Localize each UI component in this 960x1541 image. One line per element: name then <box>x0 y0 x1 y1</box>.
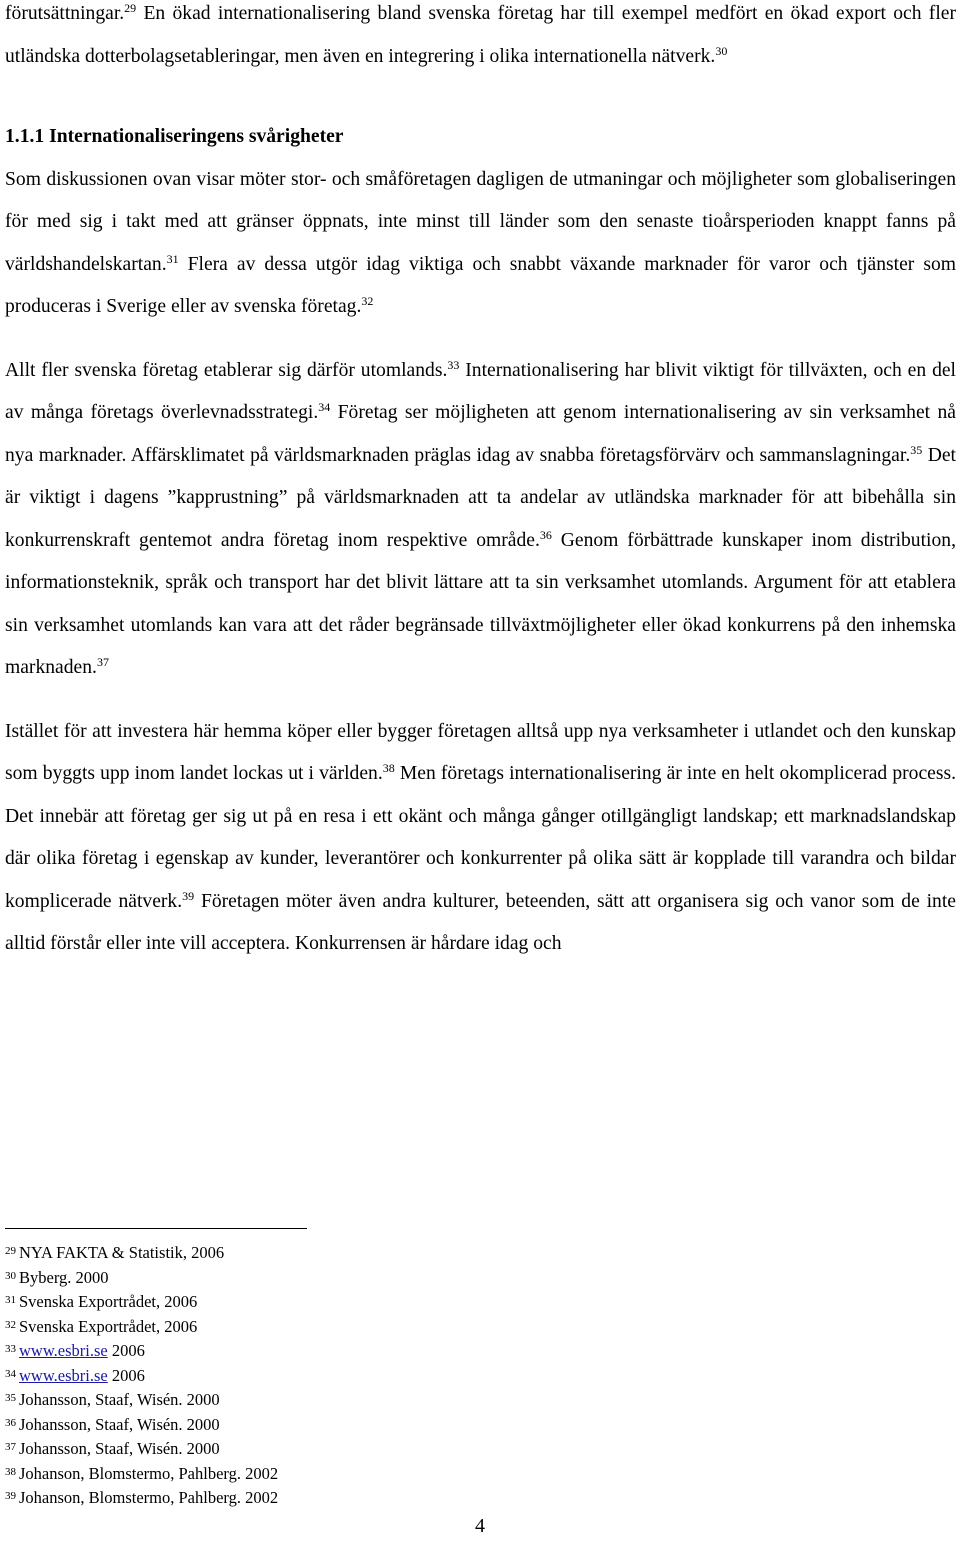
footnote-ref: 32 <box>361 293 374 308</box>
paragraph-text: Istället för att investera här hemma köper eller bygger företagen alltså upp nya verksamheter i utlandet och den kunskap som byggts upp inom landet lockas ut i världen. <box>5 720 956 784</box>
paragraph-text: Allt fler svenska företag etablerar sig därför utomlands. <box>5 359 448 381</box>
paragraph-text: Det är viktigt i dagens ”kapprustning” på världsmarknaden att ta andelar av utländska marknader för att bibehålla sin konkurrenskraft gentemot andra företag inom respektive område. <box>5 444 956 551</box>
footnote-number: 32 <box>5 1318 16 1331</box>
footnote-number: 38 <box>5 1465 16 1478</box>
footnote-text: Byberg. 2000 <box>19 1267 109 1287</box>
footnote-ref: 34 <box>318 399 331 414</box>
footnote-item <box>5 1387 278 1412</box>
footnote-number: 34 <box>5 1367 16 1380</box>
paragraph-text: Företag ser möjligheten att genom internationalisering av sin verksamhet nå nya marknader. Affärsklimatet på världsmarknaden präglas idag av snabba företagsförvärv och sammanslagningar. <box>5 402 956 466</box>
footnote-item <box>5 1461 278 1486</box>
footnote-number: 29 <box>5 1245 16 1257</box>
paragraph-intro-continued <box>5 0 956 78</box>
footnote-number: 36 <box>5 1416 16 1429</box>
footnote-item <box>5 1265 278 1290</box>
footnote-text: 2006 <box>107 1365 145 1385</box>
footnote-number: 30 <box>5 1269 16 1282</box>
footnote-text: Johanson, Blomstermo, Pahlberg. 2002 <box>19 1488 279 1508</box>
footnote-text: Johanson, Blomstermo, Pahlberg. 2002 <box>19 1463 279 1483</box>
footnote-text: NYA FAKTA & Statistik, 2006 <box>19 1242 225 1262</box>
footnote-text: Johansson, Staaf, Wisén. 2000 <box>19 1390 220 1410</box>
paragraph-text: förutsättningar. <box>5 3 125 24</box>
paragraph-text: Men företags internationalisering är inte en helt okomplicerad process. Det innebär att företag ger sig ut på en resa i ett okänt och många gånger otillgängligt landskap; ett marknadslandskap där olika företag i egenskap av kunder, leverantörer och konkurrenter på olika sätt är kopplade till varandra och bildar komplicerade nätverk. <box>5 763 956 912</box>
section-heading: 1.1.1 Internationaliseringens svårigheter <box>5 126 344 147</box>
paragraph-text: Internationalisering har blivit viktigt för tillväxten, och en del av många företags överlevnadsstrategi. <box>5 359 957 423</box>
footnote-number: 35 <box>5 1392 16 1405</box>
footnote-ref: 36 <box>539 527 552 542</box>
footnote-ref: 30 <box>715 43 728 58</box>
footnote-item <box>5 1289 278 1314</box>
footnote-text: 2006 <box>107 1341 145 1361</box>
footnote-text: Svenska Exportrådet, 2006 <box>19 1291 198 1311</box>
footnote-ref: 35 <box>910 442 923 457</box>
footnote-text: Johansson, Staaf, Wisén. 2000 <box>19 1439 220 1459</box>
footnote-ref: 33 <box>447 357 460 372</box>
paragraph-instead-of-investing <box>5 711 956 966</box>
paragraph-text: Flera av dessa utgör idag viktiga och snabbt växande marknader för varor och tjänster som produceras i Sverige eller av svenska företag. <box>5 253 956 317</box>
paragraph-text: Som diskussionen ovan visar möter stor- och småföretagen dagligen de utmaningar och möjligheter som globaliseringen för med sig i takt med att gränser öppnats, inte minst till länder som den senaste tioårsperioden knappt fanns på världshandelskartan. <box>5 168 956 275</box>
paragraph-text: Genom förbättrade kunskaper inom distribution, informationsteknik, språk och transport har det blivit lättare att ta sin verksamhet utomlands. Argument för att etablera sin verksamhet utomlands kan vara att det råder begränsade tillväxtmöjligheter eller ökad konkurrens på den inhemska marknaden. <box>5 529 956 678</box>
footnote-list <box>5 1240 278 1510</box>
footnote-item <box>5 1338 278 1363</box>
footnote-number: 37 <box>5 1441 16 1454</box>
footnote-item <box>5 1240 278 1265</box>
footnote-number: 31 <box>5 1294 16 1307</box>
footnote-link[interactable]: www.esbri.se <box>19 1365 108 1385</box>
paragraph-establishing-abroad <box>5 350 956 690</box>
footnote-number: 33 <box>5 1343 16 1356</box>
footnote-text: Johansson, Staaf, Wisén. 2000 <box>19 1414 220 1434</box>
footnote-item <box>5 1485 278 1510</box>
footnote-number: 39 <box>5 1490 16 1503</box>
footnote-ref: 29 <box>124 0 137 15</box>
footnote-item <box>5 1412 278 1437</box>
page-number: 4 <box>475 1515 485 1537</box>
page-body <box>5 0 956 966</box>
footnote-item <box>5 1436 278 1461</box>
footnote-ref: 39 <box>182 888 195 903</box>
footnote-item <box>5 1314 278 1339</box>
paragraph-text: En ökad internationalisering bland svenska företag har till exempel medfört en ökad export och fler utländska dotterbolagsetableringar, men även en integrering i olika internationella nätverk. <box>5 3 956 67</box>
footnote-item <box>5 1363 278 1388</box>
footnote-ref: 37 <box>96 654 109 669</box>
paragraph-text: Företagen möter även andra kulturer, beteenden, sätt att organisera sig och vanor som de inte alltid förstår eller inte vill acceptera. Konkurrensen är hårdare idag och <box>5 890 956 954</box>
footnote-divider <box>5 1228 307 1229</box>
paragraph-difficulties <box>5 159 956 329</box>
footnote-text: Svenska Exportrådet, 2006 <box>19 1316 198 1336</box>
footnote-ref: 31 <box>166 251 179 266</box>
footnote-ref: 38 <box>382 760 395 775</box>
footnote-link[interactable]: www.esbri.se <box>19 1341 108 1361</box>
